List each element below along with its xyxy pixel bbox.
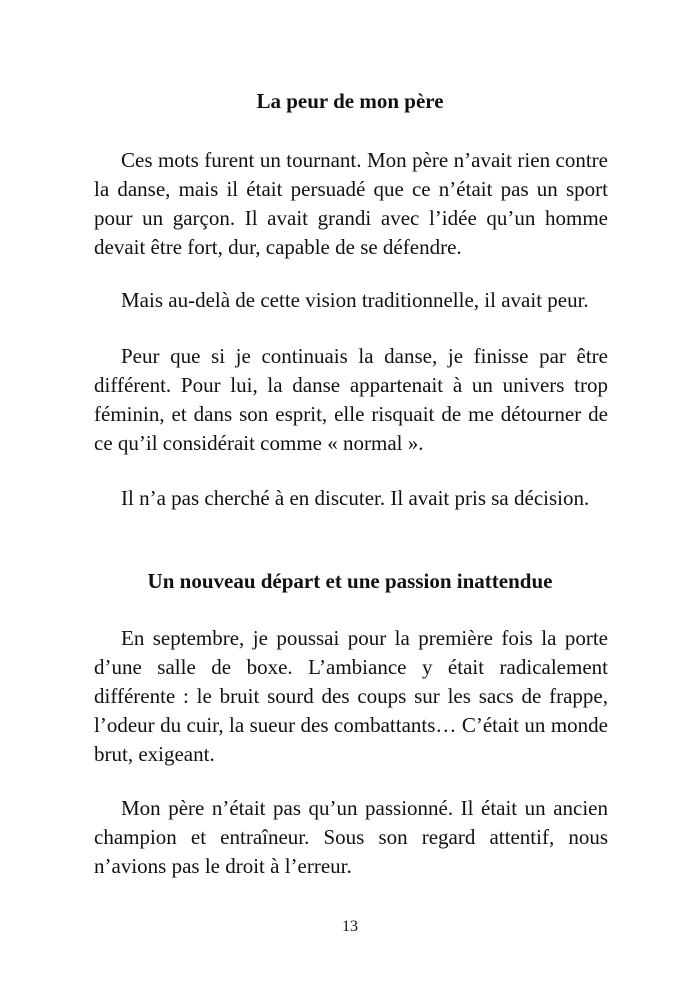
paragraph: Mais au-delà de cette vision traditionnelle, il avait peur.	[121, 288, 589, 312]
paragraph: Ces mots furent un tournant. Mon père n’avait rien contre la danse, mais il était persuadé que ce n’était pas un sport pour un garçon. Il avait grandi avec l’idée qu’un homme devait être fort, dur, capable de se défendre.	[94, 148, 608, 259]
paragraph: Peur que si je continuais la danse, je finisse par être différent. Pour lui, la danse appartenait à un univers trop féminin, et dans son esprit, elle risquait de me détourner de ce qu’il considérait comme « normal ».	[94, 344, 608, 455]
page-number: 13	[342, 918, 358, 935]
paragraph: Il n’a pas cherché à en discuter. Il avait pris sa décision.	[121, 486, 590, 510]
paragraph: En septembre, je poussai pour la première fois la porte d’une salle de boxe. L’ambiance y était radicalement différente : le bruit sourd des coups sur les sacs de frappe, l’odeur du cuir, la sueur des combattants… C’était un monde brut, exigeant.	[94, 626, 608, 766]
section-heading-new-start: Un nouveau départ et une passion inattendue	[147, 569, 553, 593]
section-heading-fear: La peur de mon père	[256, 89, 444, 113]
paragraph: Mon père n’était pas qu’un passionné. Il était un ancien champion et entraîneur. Sous son regard attentif, nous n’avions pas le droit à l’erreur.	[94, 796, 608, 878]
